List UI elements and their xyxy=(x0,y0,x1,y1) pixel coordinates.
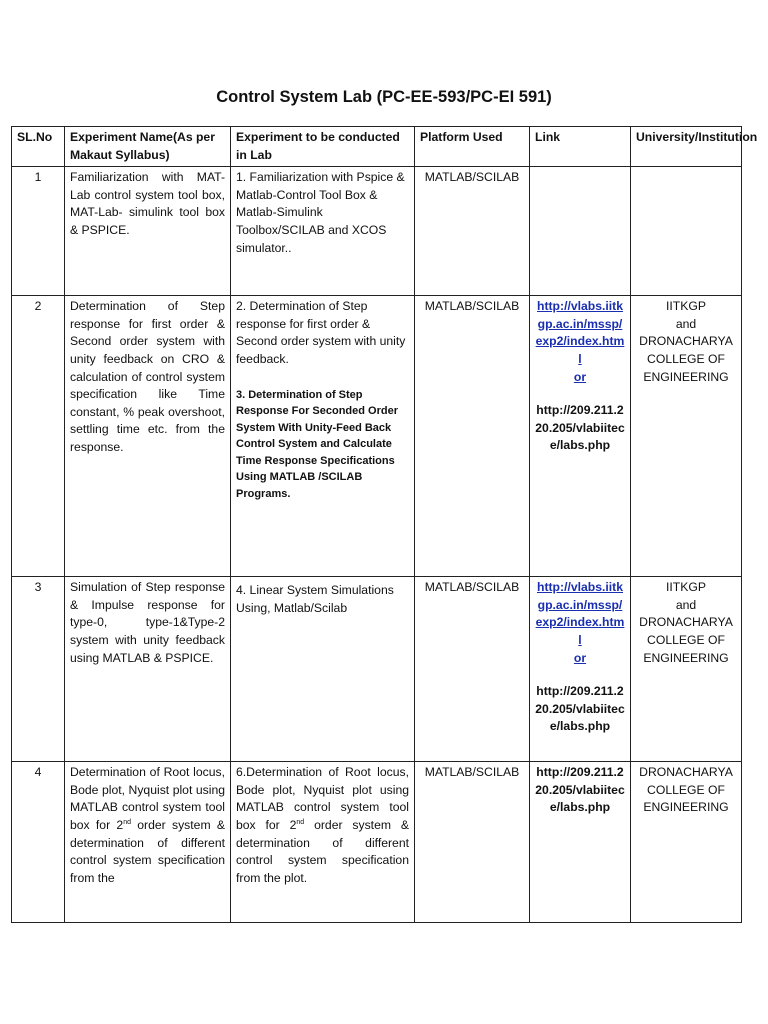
vlab-ece-link[interactable]: http://209.211.220.205/vlabiitece/labs.php xyxy=(535,403,625,453)
vlab-ece-link[interactable]: http://209.211.220.205/vlabiitece/labs.php xyxy=(535,684,625,734)
or-label: or xyxy=(573,369,587,384)
col-header-slno: SL.No xyxy=(12,127,65,167)
platform-used: MATLAB/SCILAB xyxy=(415,762,530,923)
experiment-name-part: order system & determination of different control system specification from the xyxy=(70,817,225,885)
university-name: DRONACHARYA COLLEGE OF ENGINEERING xyxy=(639,334,733,384)
table-row xyxy=(12,577,742,762)
university-cell xyxy=(631,296,742,577)
table-row xyxy=(12,167,742,296)
experiments-table xyxy=(11,126,758,923)
table-header-row xyxy=(12,127,742,167)
university-and: and xyxy=(675,316,697,331)
platform-used: MATLAB/SCILAB xyxy=(415,296,530,577)
university-cell xyxy=(631,167,742,296)
experiment-lab-part: 6.Determination of Root locus, Bode plot, Nyquist plot using MATLAB control system tool box for 2 xyxy=(236,765,409,832)
row-sl-number: 3 xyxy=(12,577,65,762)
experiment-name xyxy=(65,762,231,923)
row-sl-number: 1 xyxy=(12,167,65,296)
experiment-lab-part: order system & determination of different control system specification from the plot. xyxy=(236,817,409,885)
vlabs-iitkgp-link[interactable]: http://vlabs.iitkgp.ac.in/mssp/exp2/index.html xyxy=(535,580,625,647)
row-sl-number: 4 xyxy=(12,762,65,923)
col-header-platform: Platform Used xyxy=(415,127,530,167)
link-cell xyxy=(530,296,631,577)
page-title: Control System Lab (PC-EE-593/PC-EI 591) xyxy=(216,88,552,106)
row-sl-number: 2 xyxy=(12,296,65,577)
experiment-lab: 1. Familiarization with Pspice & Matlab-Control Tool Box & Matlab-Simulink Toolbox/SCILAB and XCOS simulator.. xyxy=(231,167,415,296)
vlabs-iitkgp-link[interactable]: http://vlabs.iitkgp.ac.in/mssp/exp2/index.html xyxy=(535,299,625,366)
col-header-experiment-lab: Experiment to be conducted in Lab xyxy=(231,127,415,167)
vlab-ece-link[interactable]: http://209.211.220.205/vlabiitece/labs.php xyxy=(535,765,625,815)
experiment-name-part: Determination of Root locus, Bode plot, Nyquist plot using MATLAB control system tool box for 2 xyxy=(70,765,225,832)
university-name: DRONACHARYA COLLEGE OF ENGINEERING xyxy=(639,765,733,815)
university-cell xyxy=(631,762,742,923)
link-cell xyxy=(530,762,631,923)
experiment-lab: 4. Linear System Simulations Using, Matlab/Scilab xyxy=(231,577,415,762)
link-cell xyxy=(530,167,631,296)
platform-used: MATLAB/SCILAB xyxy=(415,577,530,762)
university-cell xyxy=(631,577,742,762)
col-header-university: University/Institution xyxy=(631,127,742,167)
experiment-lab-item: 2. Determination of Step response for first order & Second order system with unity feedback. xyxy=(236,299,406,366)
experiment-lab-item: 3. Determination of Step Response For Seconded Order System With Unity-Feed Back Control System and Calculate Time Response Specifications Using MATLAB /SCILAB Programs. xyxy=(236,388,398,500)
col-header-link: Link xyxy=(530,127,631,167)
university-name: IITKGP xyxy=(666,580,706,595)
col-header-experiment-name: Experiment Name(As per Makaut Syllabus) xyxy=(65,127,231,167)
university-name: IITKGP xyxy=(666,299,706,314)
table-row xyxy=(12,762,742,923)
experiment-name: Simulation of Step response & Impulse response for type-0, type-1&Type-2 system with unity feedback using MATLAB & PSPICE. xyxy=(65,577,231,762)
experiment-name: Familiarization with MAT-Lab control system tool box, MAT-Lab- simulink tool box & PSPICE. xyxy=(65,167,231,296)
link-cell xyxy=(530,577,631,762)
or-label: or xyxy=(573,650,587,665)
superscript: nd xyxy=(123,818,131,826)
university-name: DRONACHARYA COLLEGE OF ENGINEERING xyxy=(639,615,733,665)
experiment-lab xyxy=(231,762,415,923)
platform-used: MATLAB/SCILAB xyxy=(415,167,530,296)
experiment-name: Determination of Step response for first order & Second order system with unity feedback on CRO & calculation of control system specification like Time constant, % peak overshoot, settling time etc. from the response. xyxy=(65,296,231,577)
university-and: and xyxy=(675,597,697,612)
experiment-lab xyxy=(231,296,415,577)
table-row xyxy=(12,296,742,577)
superscript: nd xyxy=(296,818,305,826)
